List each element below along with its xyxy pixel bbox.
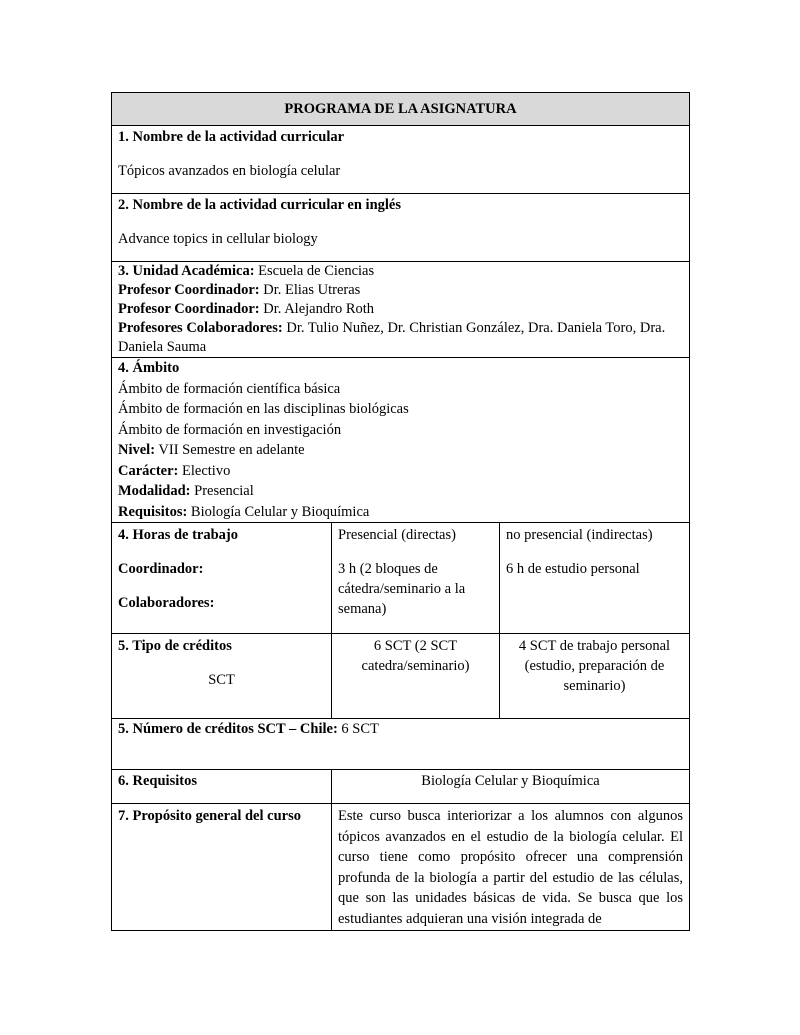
section-4-cell: [112, 358, 690, 523]
requisitos-value: Biología Celular y Bioquímica: [187, 503, 370, 520]
coordinator-2-value: Dr. Alejandro Roth: [259, 301, 375, 317]
presencial-cell: [332, 523, 500, 634]
ambito-heading: 4. Ámbito: [118, 360, 180, 376]
numero-creditos-label: 5. Número de créditos SCT – Chile:: [118, 721, 338, 737]
program-document: [111, 92, 689, 931]
requisitos-value-cell: [332, 770, 690, 804]
program-table: [111, 92, 690, 931]
section-2-cell: [112, 194, 690, 262]
no-presencial-cell: [500, 523, 690, 634]
ambito-item: Ámbito de formación en las disciplinas biológicas: [118, 401, 409, 417]
nivel-value: VII Semestre en adelante: [155, 442, 305, 458]
numero-creditos-cell: [112, 719, 690, 770]
collaborators-value: Dr. Tulio Nuñez, Dr. Christian González, Dra. Daniela Toro, Dra. Daniela Sauma: [118, 320, 666, 355]
modalidad-label: Modalidad:: [118, 483, 191, 499]
proposito-row: [112, 804, 690, 931]
creditos-row: [112, 634, 690, 719]
creditos-heading: 5. Tipo de créditos: [118, 638, 232, 654]
proposito-value-cell: [332, 804, 690, 931]
colaboradores-label: Colaboradores:: [118, 595, 215, 611]
collaborators-label: Profesores Colaboradores:: [118, 320, 283, 336]
section-4-row: [112, 358, 690, 523]
section-2-row: [112, 194, 690, 262]
section-1-row: [112, 126, 690, 194]
proposito-value: Este curso busca interiorizar a los alumnos con algunos tópicos avanzados en el estudio de la biología celular. El curso tiene como propósito ofrecer una comprensión profunda de la biología a partir del estudio de las células, que son las unidades básicas de vida. Se busca que los estudiantes adquieran una visión integrada de: [338, 808, 683, 927]
caracter-value: Electivo: [178, 462, 231, 479]
section-3-cell: [112, 262, 690, 358]
title-row: [112, 93, 690, 126]
creditos-personal-value: 4 SCT de trabajo personal (estudio, preparación de seminario): [518, 638, 671, 694]
section-2-value: Advance topics in cellular biology: [118, 231, 318, 247]
requisitos-label-cell: [112, 770, 332, 804]
requisitos-value: Biología Celular y Bioquímica: [421, 773, 600, 789]
sct-label: SCT: [208, 672, 235, 688]
requisitos-label: Requisitos:: [118, 503, 188, 520]
horas-row: [112, 523, 690, 634]
presencial-header: Presencial (directas): [338, 527, 456, 543]
section-2-heading: 2. Nombre de la actividad curricular en inglés: [118, 197, 402, 213]
unidad-label: 3. Unidad Académica:: [118, 263, 255, 279]
unidad-value: Escuela de Ciencias: [254, 263, 375, 279]
modalidad-value: Presencial: [190, 483, 254, 499]
numero-creditos-value: 6 SCT: [337, 721, 379, 737]
table-title: PROGRAMA DE LA ASIGNATURA: [112, 93, 690, 126]
proposito-heading: 7. Propósito general del curso: [118, 808, 301, 824]
no-presencial-value: 6 h de estudio personal: [506, 561, 640, 577]
creditos-presencial-value: 6 SCT (2 SCT catedra/seminario): [361, 638, 470, 674]
coordinator-2-label: Profesor Coordinador:: [118, 301, 260, 317]
coordinator-1-label: Profesor Coordinador:: [118, 282, 260, 298]
section-3-row: [112, 262, 690, 358]
horas-label-cell: [112, 523, 332, 634]
nivel-label: Nivel:: [118, 442, 156, 458]
requisitos-row: [112, 770, 690, 804]
numero-creditos-row: [112, 719, 690, 770]
ambito-item: Ámbito de formación científica básica: [118, 380, 341, 397]
caracter-label: Carácter:: [118, 462, 179, 479]
requisitos-heading: 6. Requisitos: [118, 773, 197, 789]
creditos-personal-cell: [500, 634, 690, 719]
coordinador-label: Coordinador:: [118, 561, 204, 577]
section-1-value: Tópicos avanzados en biología celular: [118, 163, 341, 179]
proposito-label-cell: [112, 804, 332, 931]
coordinator-1-value: Dr. Elias Utreras: [259, 282, 361, 298]
ambito-item: Ámbito de formación en investigación: [118, 421, 342, 438]
presencial-value: 3 h (2 bloques de cátedra/seminario a la semana): [338, 561, 466, 617]
creditos-label-cell: [112, 634, 332, 719]
section-1-cell: [112, 126, 690, 194]
section-1-heading: 1. Nombre de la actividad curricular: [118, 129, 345, 145]
horas-heading: 4. Horas de trabajo: [118, 527, 239, 543]
no-presencial-header: no presencial (indirectas): [506, 527, 653, 543]
creditos-presencial-cell: [332, 634, 500, 719]
